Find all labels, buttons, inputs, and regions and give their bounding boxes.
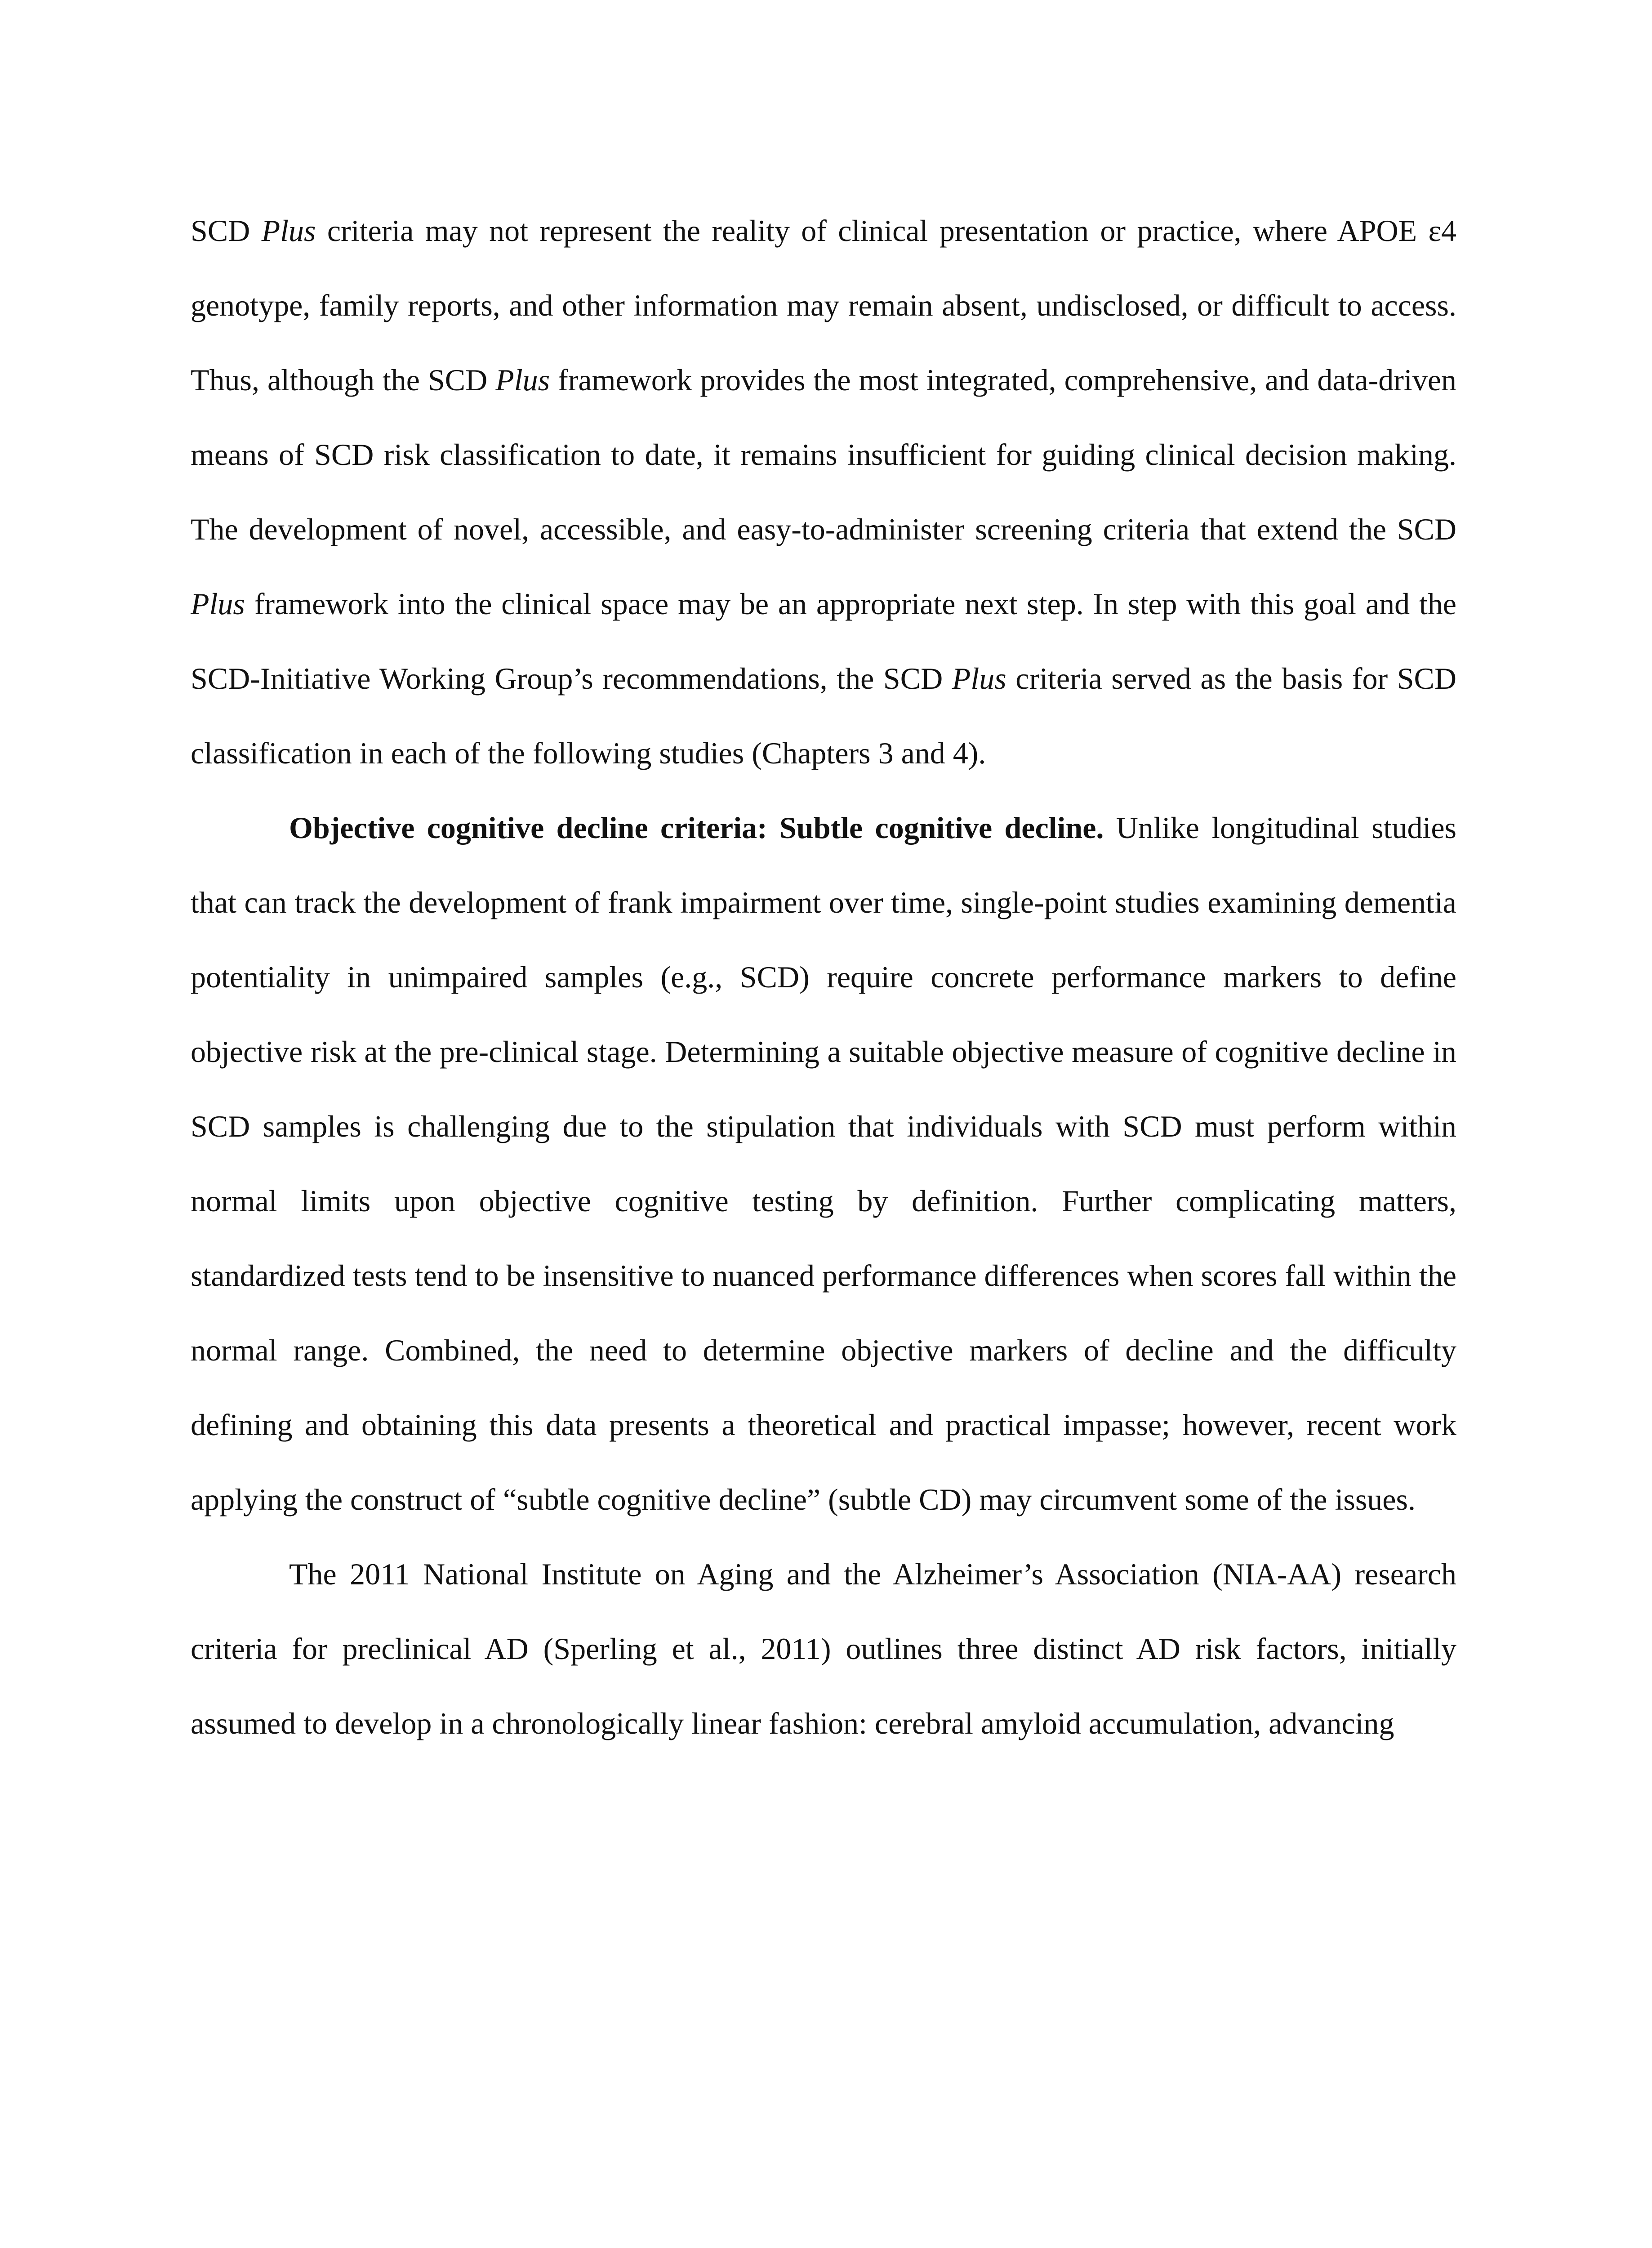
text-span: framework into the clinical space may be an appropriate next step. In step with this goal and the SCD-Initiative Working Group’s recommendations, the SCD <box>191 587 1456 696</box>
italic-plus: Plus <box>261 214 316 248</box>
italic-plus: Plus <box>952 661 1006 696</box>
section-heading: Objective cognitive decline criteria: Subtle cognitive decline. <box>289 811 1104 845</box>
paragraph-subtle-cognitive-decline <box>191 790 1456 1537</box>
italic-plus: Plus <box>191 587 245 621</box>
text-span: Unlike longitudinal studies that can track the development of frank impairment over time, single-point studies examining dementia potentiality in unimpaired samples (e.g., SCD) require concrete performance markers to define objective risk at the pre-clinical stage. Determining a suitable objective measure of cognitive decline in SCD samples is challenging due to the stipulation that individuals with SCD must perform within normal limits upon objective cognitive testing by definition. Further complicating matters, standardized tests tend to be insensitive to nuanced performance differences when scores fall within the normal range. Combined, the need to determine objective markers of decline and the difficulty defining and obtaining this data presents a theoretical and practical impasse; however, recent work applying the construct of “subtle cognitive decline” (subtle CD) may circumvent some of the issues. <box>191 811 1456 1517</box>
text-span: framework provides the most integrated, comprehensive, and data-driven means of SCD risk classification to date, it remains insufficient for guiding clinical decision making. The development of novel, accessible, and easy-to-administer screening criteria that extend the SCD <box>191 363 1456 546</box>
italic-plus: Plus <box>495 363 550 397</box>
text-span: SCD <box>191 214 262 248</box>
body-text <box>191 193 1456 1761</box>
text-span: criteria may not represent the reality of clinical presentation or practice, where APOE ε4 genotype, family reports, and other information may remain absent, undisclosed, or difficult to access. Thus, although the SCD <box>191 214 1457 397</box>
paragraph-nia-aa-criteria <box>191 1537 1456 1761</box>
text-span: The 2011 National Institute on Aging and the Alzheimer’s Association (NIA-AA) research criteria for preclinical AD (Sperling et al., 2011) outlines three distinct AD risk factors, initially assumed to develop in a chronologically linear fashion: cerebral amyloid accumulation, advancing <box>191 1557 1456 1740</box>
paragraph-scd-plus-limitations <box>191 193 1456 790</box>
text-span: criteria served as the basis for SCD classification in each of the following studies (Chapters 3 and 4). <box>191 661 1456 770</box>
